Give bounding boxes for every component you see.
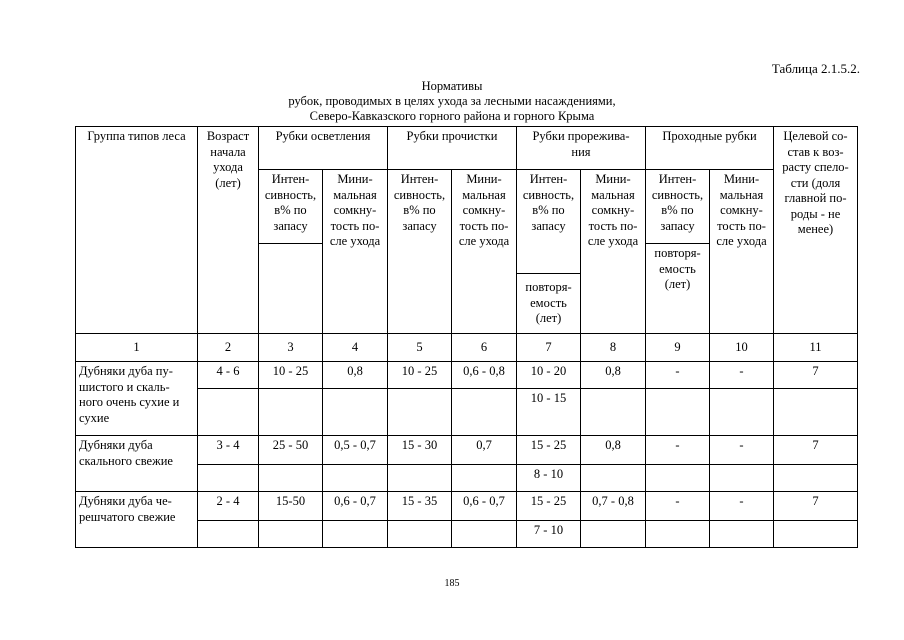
empty-cell [323, 389, 388, 436]
prohod-density-cell: - [710, 436, 774, 465]
caption-line-2: рубок, проводимых в целях ухода за лесными насаждениями, [288, 94, 616, 108]
empty-cell [774, 389, 858, 436]
empty-cell [452, 521, 517, 548]
prohod-density-cell: - [710, 362, 774, 389]
proch-intensity-cell: 15 - 35 [388, 492, 452, 521]
empty-cell [323, 521, 388, 548]
forest-group-cell: Дубняки дуба скального свежие [76, 436, 198, 492]
empty-cell [323, 465, 388, 492]
page-number: 185 [444, 578, 460, 589]
target-composition-cell: 7 [774, 362, 858, 389]
header-group: Группа типов леса [76, 127, 198, 334]
header-proch-min-density: Мини- мальная сомкну- тость по- сле ухода [452, 170, 517, 334]
header-osv-intensity: Интен- сивность, в% по запасу [259, 170, 323, 244]
col-number: 8 [581, 334, 646, 362]
age-cell: 2 - 4 [198, 492, 259, 521]
column-numbers-row [76, 334, 858, 362]
empty-cell [774, 521, 858, 548]
proreg-density-cell: 0,8 [581, 436, 646, 465]
header-prorezhivanie: Рубки прорежива- ния [517, 127, 646, 170]
proreg-density-cell: 0,7 - 0,8 [581, 492, 646, 521]
empty-cell [198, 521, 259, 548]
header-prohod-min-density: Мини- мальная сомкну- тость по- сле ухода [710, 170, 774, 334]
empty-cell [259, 521, 323, 548]
header-osvetlenie: Рубки осветления [259, 127, 388, 170]
osv-density-cell: 0,6 - 0,7 [323, 492, 388, 521]
header-prohodnye: Проходные рубки [646, 127, 774, 170]
table-caption [0, 79, 904, 124]
header-proreg-min-density: Мини- мальная сомкну- тость по- сле ухода [581, 170, 646, 334]
age-cell: 3 - 4 [198, 436, 259, 465]
prohod-density-cell: - [710, 492, 774, 521]
col-number: 4 [323, 334, 388, 362]
col-number: 1 [76, 334, 198, 362]
col-number: 6 [452, 334, 517, 362]
table-row [76, 492, 858, 521]
col-number: 11 [774, 334, 858, 362]
empty-cell [581, 465, 646, 492]
col-number: 9 [646, 334, 710, 362]
proreg-repeat-cell: 10 - 15 [517, 389, 581, 436]
age-cell: 4 - 6 [198, 362, 259, 389]
proreg-intensity-cell: 15 - 25 [517, 492, 581, 521]
header-prohod-intensity: Интен- сивность, в% по запасу [646, 170, 710, 244]
header-prohod-repeat: повторя- емость (лет) [646, 244, 710, 334]
header-osv-min-density: Мини- мальная сомкну- тость по- сле ухода [323, 170, 388, 334]
target-composition-cell: 7 [774, 492, 858, 521]
empty-cell [646, 465, 710, 492]
proreg-repeat-cell: 8 - 10 [517, 465, 581, 492]
empty-cell [388, 521, 452, 548]
empty-cell [452, 465, 517, 492]
proreg-density-cell: 0,8 [581, 362, 646, 389]
col-number: 2 [198, 334, 259, 362]
empty-cell [388, 465, 452, 492]
forest-group-cell: Дубняки дуба пу- шистого и скаль- ного очень сухие и сухие [76, 362, 198, 436]
empty-cell [198, 465, 259, 492]
empty-cell [259, 465, 323, 492]
osv-density-cell: 0,8 [323, 362, 388, 389]
caption-line-3: Северо-Кавказского горного района и горного Крыма [309, 109, 595, 123]
proreg-intensity-cell: 15 - 25 [517, 436, 581, 465]
forest-group-cell: Дубняки дуба че- решчатого свежие [76, 492, 198, 548]
empty-cell [198, 389, 259, 436]
osv-intensity-cell: 10 - 25 [259, 362, 323, 389]
proch-density-cell: 0,7 [452, 436, 517, 465]
osv-intensity-cell: 15-50 [259, 492, 323, 521]
proch-intensity-cell: 10 - 25 [388, 362, 452, 389]
col-number: 3 [259, 334, 323, 362]
empty-cell [581, 521, 646, 548]
col-number: 10 [710, 334, 774, 362]
empty-cell [646, 521, 710, 548]
target-composition-cell: 7 [774, 436, 858, 465]
empty-cell [710, 389, 774, 436]
col-number: 5 [388, 334, 452, 362]
header-proreg-intensity: Интен- сивность, в% по запасу [517, 170, 581, 274]
proreg-intensity-cell: 10 - 20 [517, 362, 581, 389]
caption-line-1: Нормативы [421, 79, 483, 93]
osv-intensity-cell: 25 - 50 [259, 436, 323, 465]
prohod-intensity-cell: - [646, 362, 710, 389]
header-target-composition: Целевой со- став к воз- расту спело- сти (доля главной по- роды - не менее) [774, 127, 858, 334]
prohod-intensity-cell: - [646, 492, 710, 521]
header-osv-empty [259, 244, 323, 334]
empty-cell [710, 521, 774, 548]
empty-cell [581, 389, 646, 436]
empty-cell [388, 389, 452, 436]
header-prochistka: Рубки прочистки [388, 127, 517, 170]
empty-cell [710, 465, 774, 492]
table-row [76, 362, 858, 389]
empty-cell [774, 465, 858, 492]
header-proch-intensity: Интен- сивность, в% по запасу [388, 170, 452, 334]
prohod-intensity-cell: - [646, 436, 710, 465]
osv-density-cell: 0,5 - 0,7 [323, 436, 388, 465]
header-proreg-repeat: повторя- емость (лет) [517, 274, 581, 334]
table-number: Таблица 2.1.5.2. [771, 61, 860, 76]
proreg-repeat-cell: 7 - 10 [517, 521, 581, 548]
proch-density-cell: 0,6 - 0,8 [452, 362, 517, 389]
header-age: Возраст начала ухода (лет) [198, 127, 259, 334]
norms-table [75, 126, 858, 548]
proch-density-cell: 0,6 - 0,7 [452, 492, 517, 521]
table-row [76, 436, 858, 465]
col-number: 7 [517, 334, 581, 362]
empty-cell [259, 389, 323, 436]
empty-cell [646, 389, 710, 436]
proch-intensity-cell: 15 - 30 [388, 436, 452, 465]
empty-cell [452, 389, 517, 436]
